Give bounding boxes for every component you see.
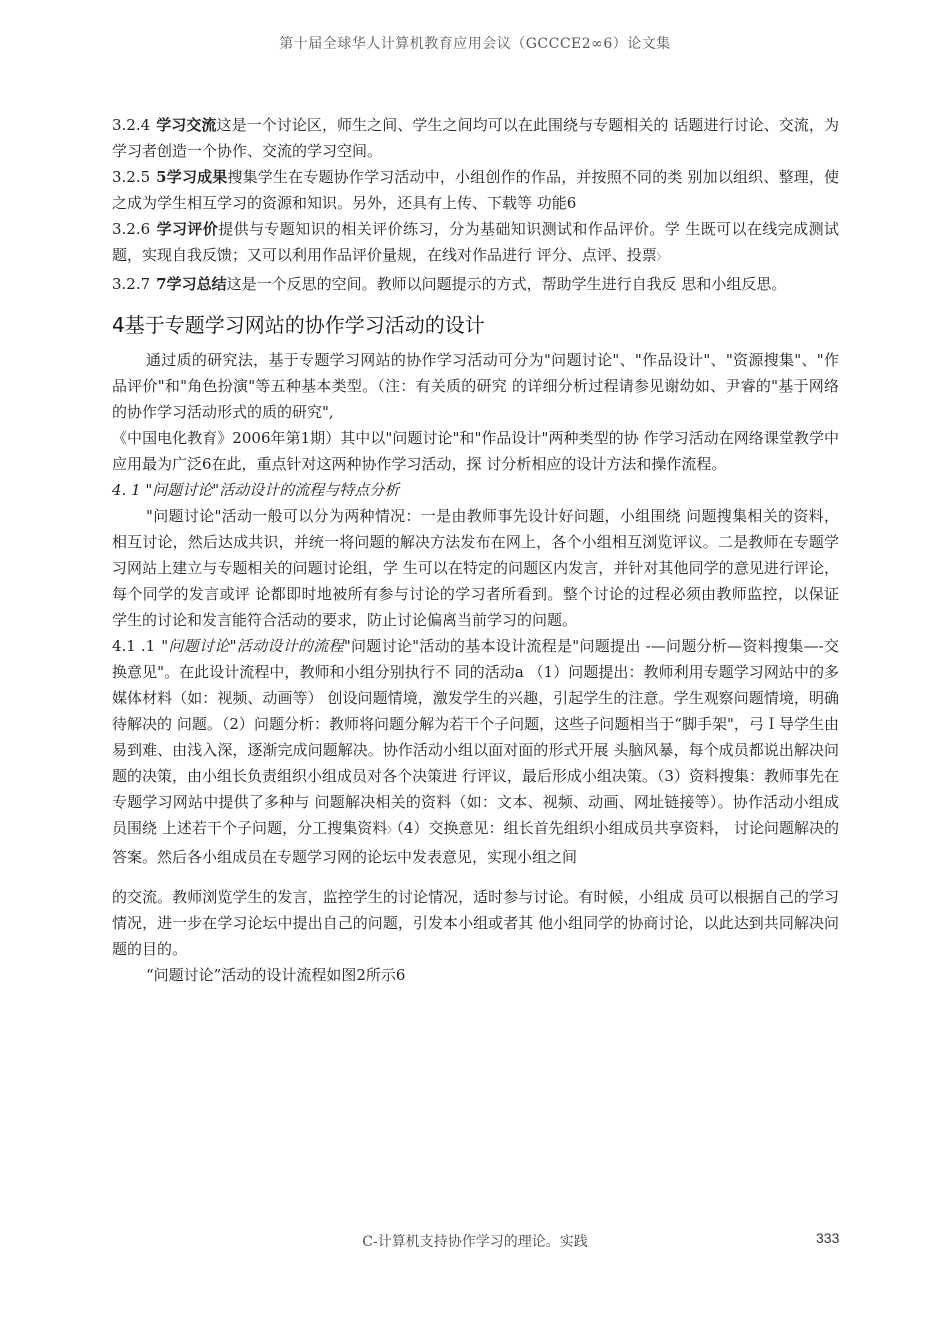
page-number: 333 — [816, 1230, 840, 1246]
figure-reference: “问题讨论”活动的设计流程如图2所示6 — [146, 966, 406, 984]
paragraph-3-2-4 — [112, 112, 839, 164]
paragraph-3-2-5 — [112, 164, 839, 216]
section-number: 3.2.4 — [112, 116, 151, 134]
section-4-paragraph-2: 《中国电化教育》2006年第1期）其中以"问题讨论"和"作品设计"两种类型的协 作学习活动在网络课堂教学中应用最为广泛6在此，重点针对这两种协作学习活动，探 讨分析相应的设计方法和操作流程。 — [112, 429, 839, 473]
section-4-1-1-heading: "问题讨论"活动设计的流程 — [161, 637, 344, 655]
section-term: 5学习成果 — [156, 168, 228, 186]
section-text: 搜集学生在专题协作学习活动中，小组创作的作品，并按照不同的类 别加以组织、整理，使之成为学生相互学习的资源和知识。另外，还具有上传、下载等 功能6 — [112, 168, 840, 212]
section-term: 7学习总结 — [156, 275, 227, 293]
section-4-1-heading: 4. 1 "问题讨论"活动设计的流程与特点分析 — [112, 481, 400, 499]
section-text: "问题讨论"活动的基本设计流程是"问题提出 -—问题分析—资料搜集—-交换意见"。在此设计流程中，教师和小组分别执行不 同的活动a （1）问题提出：教师利用专题学习网站中的多媒体材料（如：视频、动画等） 创设问题情境，激发学生的兴趣，引起学生的注意。学生观察问题情境，明确待解决的 问题。（2）问题分析：教师将问题分解为若干个子问题，这些子问题相当于“脚手架"，弓Ｉ导学生由易到难、由浅入深，逐渐完成问题解决。协作活动小组以面对面的形式开展 头脑风暴，每个成员都说出解决问题的决策，由小组长负责组织小组成员对各个决策进 行评议，最后形成小组决策。（3）资料搜集：教师事先在专题学习网站中提供了多种与 问题解决相关的资料（如：文本、视频、动画、网址链接等）。协作活动小组成员围绕 上述若干个子问题，分工搜集资料 — [112, 637, 839, 837]
paragraph-3-2-7 — [112, 271, 839, 297]
page-body — [112, 112, 839, 988]
section-4-1-1-paragraph-2: 的交流。教师浏览学生的发言，监控学生的讨论情况，适时参与讨论。有时候，小组成 员可以根据自己的学习情况，进一步在学习论坛中提出自己的问题，引发本小组或者其 他小组同学的协商讨论，以此达到共同解决问题的目的。 — [112, 888, 839, 958]
paragraph-gap — [112, 870, 839, 884]
section-text: 这是一个讨论区，师生之间、学生之间均可以在此围绕与专题相关的 话题进行讨论、交流，为学习者创造一个协作、交流的学习空间。 — [112, 116, 839, 160]
section-term: 学习交流 — [156, 116, 217, 134]
section-number: 4.1 .1 — [112, 637, 156, 655]
section-4-paragraph-1: 通过质的研究法，基于专题学习网站的协作学习活动可分为"问题讨论"、"作品设计"、"资源搜集"、"作品评价"和"角色扮演"等五种基本类型。（注：有关质的研究 的详细分析过程请参见谢幼如、尹睿的"基于网络的协作学习活动形式的质的研究", — [112, 351, 839, 421]
section-number: 3.2.5 — [112, 168, 151, 186]
section-4-heading: 4基于专题学习网站的协作学习活动的设计 — [112, 313, 485, 337]
section-text: 提供与专题知识的相关评价练习，分为基础知识测试和作品评价。学 生既可以在线完成测试题，实现自我反馈；又可以利用作品评价量规，在线对作品进行 评分、点评、投票 — [112, 220, 839, 264]
paragraph-3-2-6 — [112, 216, 839, 271]
running-footer: C-计算机支持协作学习的理论。实践 — [362, 1234, 588, 1250]
punctuation-mark: 〉 — [656, 253, 666, 263]
section-number: 3.2.7 — [112, 275, 151, 293]
section-4-1-paragraph: "问题讨论"活动一般可以分为两种情况：一是由教师事先设计好问题，小组围绕 问题搜集相关的资料，相互讨论，然后达成共识，并统一将问题的解决方法发布在网上，各个小组相互浏览评议。二是教师在专题学习网站上建立与专题相关的问题讨论组，学 生可以在特定的问题区内发言，并针对其他同学的意见进行评论，每个同学的发言或评 论都即时地被所有参与讨论的学习者所看到。整个讨论的过程必须由教师监控，以保证 学生的讨论和发言能符合活动的要求，防止讨论偏离当前学习的问题。 — [112, 507, 839, 629]
section-number: 3.2.6 — [112, 220, 151, 238]
section-term: 学习评价 — [156, 220, 219, 238]
punctuation-mark: 〉 — [387, 826, 397, 836]
section-4-1-1-paragraph — [112, 633, 839, 870]
running-header: 第十届全球华人计算机教育应用会议（GCCCE2∞6）论文集 — [279, 36, 671, 52]
section-text: 这是一个反思的空间。教师以问题提示的方式，帮助学生进行自我反 思和小组反思。 — [226, 275, 787, 293]
section-text-continued: （4）交换意见：组长首先组织小组成员共享资料， 讨论问题解决的答案。然后各小组成员在专题学习网的论坛中发表意见，实现小组之间 — [112, 819, 839, 866]
